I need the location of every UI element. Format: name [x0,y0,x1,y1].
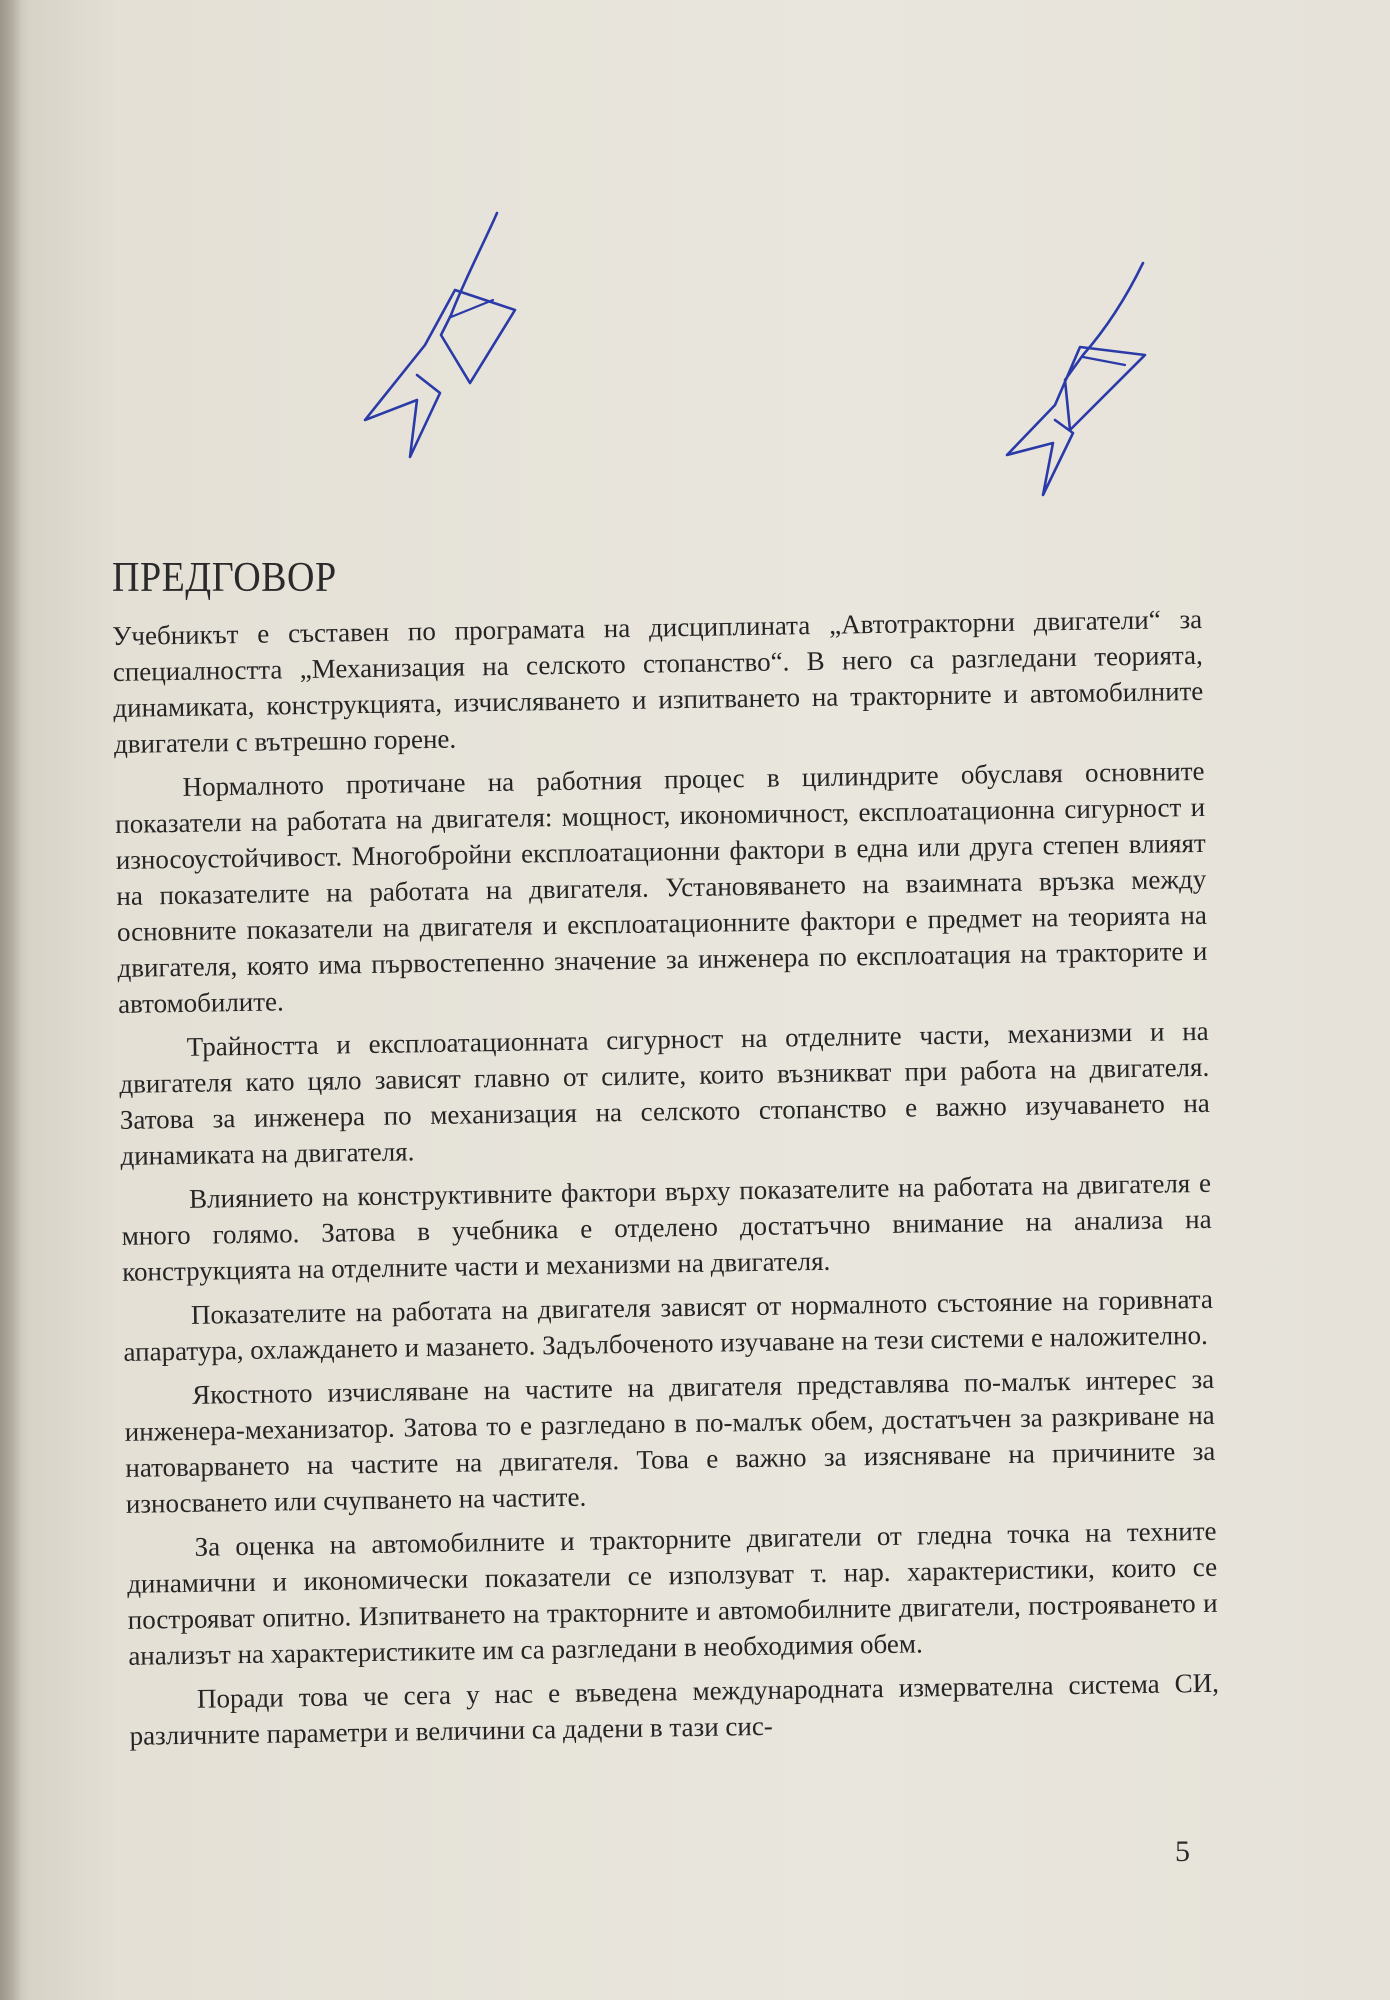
paragraph: Учебникът е съставен по програмата на дисциплината „Автотракторни двигатели“ за специалността „Механизация на селското стопанство“. В него са разгледани теорията, динамиката, конструкцията, изчисляването и изпитването на тракторните и автомобилните двигатели с вътрешно горене. [112,603,1204,759]
pen-doodle-left [355,205,525,465]
binding-shadow [0,0,22,2000]
body-text [112,601,1220,1762]
paragraph: Трайността и експлоатационната сигурност на отделните части, механизми и на двигателя като цяло зависят главно от силите, които възникват при работа на двигателя. Затова за инженера по механизация на селското стопанство е важно изучаването на динамиката на двигателя. [119,1015,1210,1171]
pen-doodle-right [995,255,1155,505]
page-number: 5 [1175,1835,1190,1868]
paragraph: Поради това че сега у нас е въведена международната измервателна система СИ, различните параметри и величини са дадени в тази сис- [129,1667,1220,1751]
paragraph: Показателите на работата на двигателя зависят от нормалното състояние на горивната апаратура, охлаждането и мазането. Задълбоченото изучаване на тези системи е наложително. [123,1283,1214,1367]
doodle-stroke [365,213,515,457]
paragraph: Якостното изчисляване на частите на двигателя представлява по-малък интерес за инженера-механизатор. Затова то е разгледано в по-малък обем, достатъчен за разкриване на натоварването на частите на двигателя. Това е важно за изясняване на причините за износването или счупването на частите. [124,1363,1216,1519]
section-heading: ПРЕДГОВОР [112,554,337,602]
paragraph: За оценка на автомобилните и тракторните двигатели от гледна точка на техните динамични и икономически показатели се използуват т. нар. характеристики, които се построяват опитно. Изпитването на тракторните и автомобилните двигатели, построяването и анализът на характеристиките им са разгледани в необходимия обем. [126,1515,1218,1671]
paragraph: Влиянието на конструктивните фактори върху показателите на работата на двигателя е много голямо. Затова в учебника е отделено достатъчно внимание на анализа на конструкцията на отделните части и механизми на двигателя. [121,1167,1212,1287]
paragraph: Нормалното протичане на работния процес в цилиндрите обуславя основните показатели на работата на двигателя: мощност, икономичност, експлоатационна сигурност и износоустойчивост. Многобройни експлоатационни фактори в една или друга степен влияят на показателите на работата на двигателя. Установяването на взаимната връзка между основните показатели на двигателя и експлоатационните фактори е предмет на теорията на двигателя, която има първостепенно значение за инженера по експлоатация на тракторите и автомобилите. [115,755,1208,1019]
doodle-stroke [1007,263,1145,495]
